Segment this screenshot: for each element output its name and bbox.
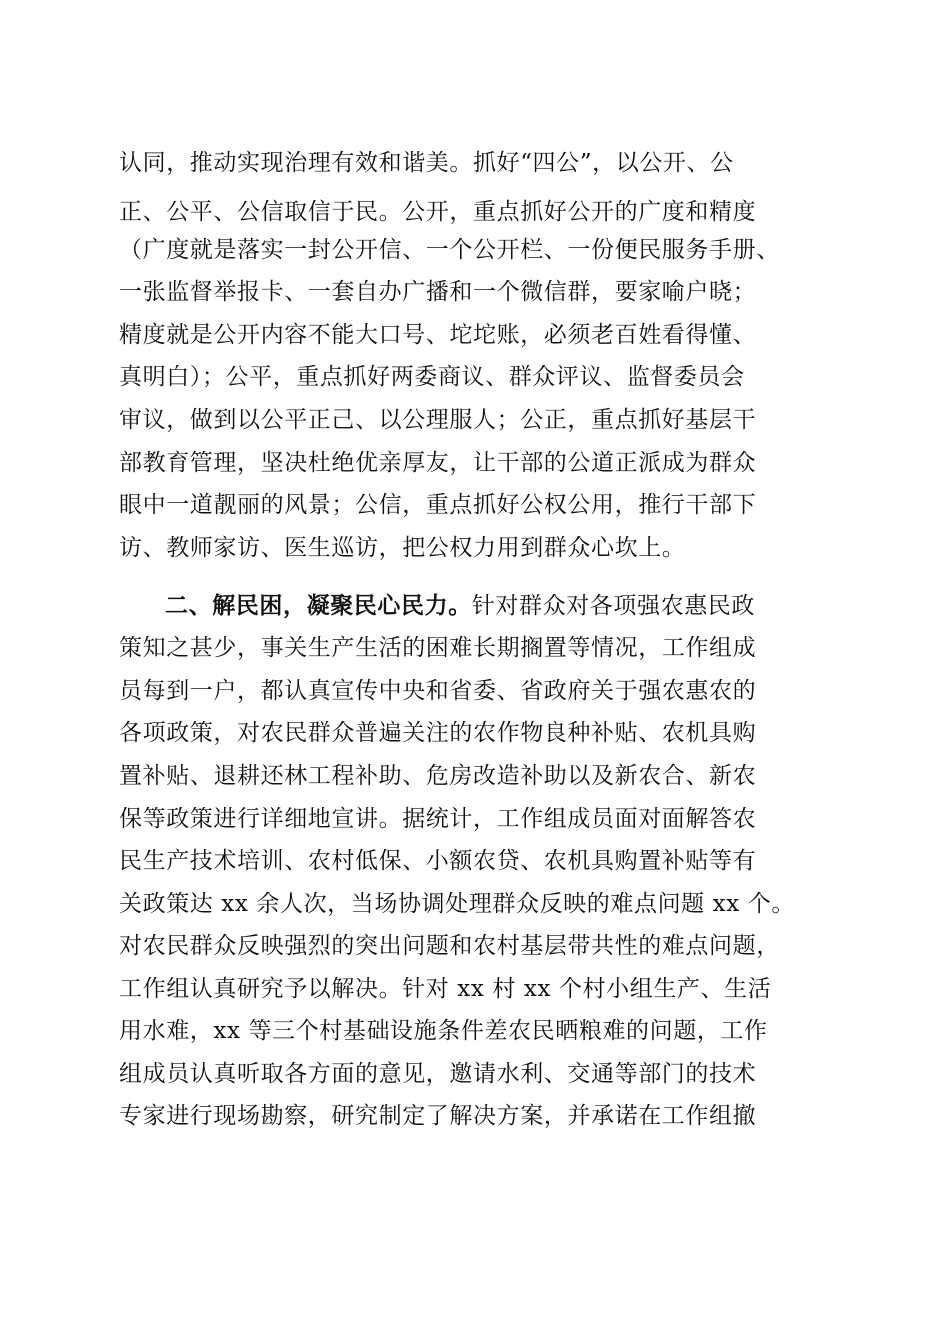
paragraph-line: 对农民群众反映强烈的突出问题和农村基层带共性的难点问题， (119, 933, 780, 959)
paragraph-line: 访、教师家访、医生巡访，把公权力用到群众心坎上。 (119, 535, 686, 561)
paragraph-line: 眼中一道靓丽的风景；公信，重点抓好公权公用，推行干部下 (119, 492, 757, 518)
section-heading-line (165, 591, 755, 621)
section-heading: 二、解民困，凝聚民心民力。 (165, 592, 472, 619)
paragraph-line: 关政策达 xx 余人次，当场协调处理群众反映的难点问题 xx 个。 (119, 891, 795, 917)
paragraph-line: 精度就是公开内容不能大口号、坨坨账，必须老百姓看得懂、 (119, 322, 757, 348)
paragraph-line: 策知之甚少，事关生产生活的困难长期搁置等情况，工作组成 (119, 635, 757, 661)
paragraph-line: 认同，推动实现治理有效和谐美。抓好“四公”，以公开、公 (119, 150, 734, 176)
paragraph-line: 工作组认真研究予以解决。针对 xx 村 xx 个村小组生产、生活 (119, 976, 772, 1002)
paragraph-line: 员每到一户，都认真宣传中央和省委、省政府关于强农惠农的 (119, 678, 757, 704)
paragraph-line: 置补贴、退耕还林工程补助、危房改造补助以及新农合、新农 (119, 763, 757, 789)
paragraph-line: 正、公平、公信取信于民。公开，重点抓好公开的广度和精度 (119, 199, 757, 225)
paragraph-line: 民生产技术培训、农村低保、小额农贷、农机具购置补贴等有 (119, 848, 757, 874)
paragraph-line: （广度就是落实一封公开信、一个公开栏、一份便民服务手册、 (119, 237, 780, 263)
paragraph-line: 部教育管理，坚决杜绝优亲厚友，让干部的公道正派成为群众 (119, 450, 757, 476)
section-heading-rest: 针对群众对各项强农惠民政 (471, 593, 756, 619)
paragraph-line: 用水难，xx 等三个村基础设施条件差农民晒粮难的问题，工作 (119, 1018, 768, 1044)
paragraph-line: 真明白）；公平，重点抓好两委商议、群众评议、监督委员会 (119, 364, 745, 390)
paragraph-line: 组成员认真听取各方面的意见，邀请水利、交通等部门的技术 (119, 1061, 757, 1087)
paragraph-line: 保等政策进行详细地宣讲。据统计，工作组成员面对面解答农 (119, 806, 757, 832)
paragraph-line: 专家进行现场勘察，研究制定了解决方案，并承诺在工作组撤 (119, 1103, 757, 1129)
paragraph-line: 各项政策，对农民群众普遍关注的农作物良种补贴、农机具购 (119, 720, 757, 746)
paragraph-line: 审议，做到以公平正己、以公理服人；公正，重点抓好基层干 (119, 407, 757, 433)
paragraph-line: 一张监督举报卡、一套自办广播和一个微信群，要家喻户晓； (119, 279, 757, 305)
